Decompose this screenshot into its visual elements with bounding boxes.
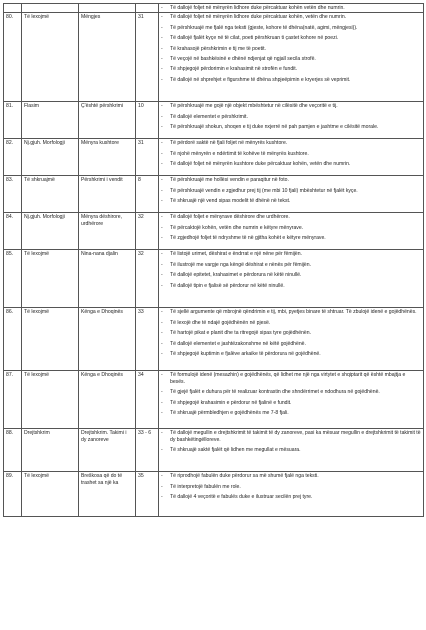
objective-text: Të përshkruajë shokun, shoqen e tij duke nxjerrë në pah pamjen e jashtme e cilësitë morale. bbox=[170, 124, 379, 131]
objective-text: Të dallojë foljet e mënyrave dëshirore dhe urdhërore. bbox=[170, 214, 290, 221]
bullet-dash: - bbox=[161, 214, 163, 221]
cell-number: 83. bbox=[4, 176, 22, 213]
cell-page: 31 bbox=[136, 139, 159, 176]
bullet-dash: - bbox=[161, 224, 163, 231]
plan-table bbox=[3, 3, 424, 517]
bullet-dash: - bbox=[161, 177, 163, 184]
objective-line bbox=[161, 124, 421, 130]
cell-topic: Përshkrimi i vendit bbox=[79, 176, 136, 213]
cell-number: 88. bbox=[4, 429, 22, 472]
cell-area: Nj.gjuh. Morfologji bbox=[22, 213, 79, 250]
objective-line bbox=[161, 447, 421, 453]
cell-area bbox=[22, 4, 79, 13]
objective-line bbox=[161, 103, 421, 109]
cell-area: Të lexojmë bbox=[22, 472, 79, 517]
objective-line bbox=[161, 330, 421, 336]
table-row-continuation bbox=[4, 4, 424, 13]
objective-text: Të përshkruajë me hollësi vendin e paraqitur në foto. bbox=[170, 177, 289, 184]
bullet-dash: - bbox=[161, 372, 163, 379]
cell-area: Të lexojmë bbox=[22, 13, 79, 102]
objective-text: Të gjejë fjalët e duhura për të realizuar kontrastin dhe shndërrimet e ndodhura në gojëdhënë. bbox=[170, 389, 380, 396]
bullet-dash: - bbox=[161, 235, 163, 242]
bullet-dash: - bbox=[161, 430, 163, 437]
bullet-dash: - bbox=[161, 389, 163, 396]
objective-line bbox=[161, 272, 421, 278]
objective-text: Të listojë urimet, dëshirat e ëndrrat e një nëne për fëmijën. bbox=[170, 251, 302, 258]
objective-text: Të shpjegojë krahasimin e përdorur në fjalinë e fundit. bbox=[170, 399, 292, 406]
cell-page: 35 bbox=[136, 472, 159, 517]
objective-text: Të përcaktojë kohën, vetën dhe numrin e këtyre mënyrave. bbox=[170, 224, 304, 231]
objective-text: Të dallojë tipin e fjalisë së përdorur në këtë ninullë. bbox=[170, 282, 285, 289]
table-row bbox=[4, 429, 424, 472]
bullet-dash: - bbox=[161, 330, 163, 337]
objective-line bbox=[161, 151, 421, 157]
cell-topic: Breškosa që do të trashet sa një ka bbox=[79, 472, 136, 517]
bullet-dash: - bbox=[161, 66, 163, 73]
cell-topic: Ç'është përshkrimi bbox=[79, 102, 136, 139]
objective-line bbox=[161, 484, 421, 490]
cell-number: 82. bbox=[4, 139, 22, 176]
bullet-dash: - bbox=[161, 272, 163, 279]
objective-text: Të shpjegojë përdorimin e krahasimit në strofën e fundit. bbox=[170, 66, 298, 73]
cell-objectives bbox=[159, 102, 424, 139]
objective-text: Të shkruajë përmbledhjen e gojëdhënës me 7-8 fjali. bbox=[170, 410, 289, 417]
objective-line bbox=[161, 283, 421, 289]
objective-text: Të përdorë saktë në fjali foljet në mënyrës kushtore. bbox=[170, 140, 288, 147]
objective-text: Të veçojë në bashkësinë e dhënë ndjenjat që ngjall secila strofë. bbox=[170, 56, 316, 63]
objective-text: Të dallojë 4 veçoritë e fabulës duke e ilustruar secilën prej tyre. bbox=[170, 494, 313, 501]
bullet-dash: - bbox=[161, 150, 163, 157]
objective-line bbox=[161, 177, 421, 183]
cell-topic: Kënga e Dhoqinës bbox=[79, 308, 136, 371]
cell-page: 32 bbox=[136, 250, 159, 308]
objective-line bbox=[161, 309, 421, 315]
cell-area: Të lexojmë bbox=[22, 308, 79, 371]
objective-text: Të lexojë dhe të ndajë gojëdhënën në pjesë. bbox=[170, 319, 271, 326]
objective-line bbox=[161, 251, 421, 257]
table-row bbox=[4, 213, 424, 250]
objective-line bbox=[161, 188, 421, 194]
bullet-dash: - bbox=[161, 447, 163, 454]
cell-objectives bbox=[159, 4, 424, 13]
cell-topic bbox=[79, 4, 136, 13]
objective-line bbox=[161, 372, 421, 385]
bullet-dash: - bbox=[161, 103, 163, 110]
objective-text: Të shpjegojë kuptimin e fjalëve arkaike të përdorura në gojëdhënë. bbox=[170, 351, 321, 358]
bullet-dash: - bbox=[161, 319, 163, 326]
bullet-dash: - bbox=[161, 261, 163, 268]
cell-objectives bbox=[159, 371, 424, 429]
objective-line bbox=[161, 140, 421, 146]
bullet-dash: - bbox=[161, 198, 163, 205]
objective-line bbox=[161, 14, 421, 20]
objective-line bbox=[161, 389, 421, 395]
table-row bbox=[4, 102, 424, 139]
objective-text: Të hartojë pikat e planit dhe ta ritregojë sipas tyre gojëdhënën. bbox=[170, 330, 312, 337]
bullet-dash: - bbox=[161, 410, 163, 417]
objective-text: Të sjellë argumente që mbrojnë qëndrimin e tij, mbi, pyetjes binare të shtruar. Të zbulojë idenë e gojëdhënës. bbox=[170, 309, 417, 316]
cell-area: Drejtshkrim bbox=[22, 429, 79, 472]
cell-page: 34 bbox=[136, 371, 159, 429]
cell-topic: Drejtshkrim. Takimi i dy zanoreve bbox=[79, 429, 136, 472]
objective-text: Të shkruajë saktë fjalët që lidhen me megullat e mësuara. bbox=[170, 447, 301, 454]
bullet-dash: - bbox=[161, 309, 163, 316]
objective-text: Të dallojë megullin e drejtshkrimit të takimit të dy zanoreve, pasi ka mësuar megullin e drejtshkrimit të takimit të dy bashkëtingëlloreve. bbox=[170, 430, 421, 443]
objective-line bbox=[161, 225, 421, 231]
cell-number: 89. bbox=[4, 472, 22, 517]
cell-objectives bbox=[159, 250, 424, 308]
bullet-dash: - bbox=[161, 14, 163, 21]
bullet-dash: - bbox=[161, 140, 163, 147]
cell-page: 31 bbox=[136, 13, 159, 102]
objective-line bbox=[161, 114, 421, 120]
objective-text: Të shkruajë një vend sipas modelit të dhënë në tekst. bbox=[170, 198, 291, 205]
objective-line bbox=[161, 430, 421, 443]
objective-line bbox=[161, 56, 421, 62]
objective-line bbox=[161, 320, 421, 326]
lesson-plan-table bbox=[3, 3, 423, 517]
bullet-dash: - bbox=[161, 282, 163, 289]
objective-text: Të zgjedhojë foljet të ndryshme të në gjitha kohët e këtyre mënyrave. bbox=[170, 235, 326, 242]
cell-area: Të lexojmë bbox=[22, 250, 79, 308]
table-row bbox=[4, 472, 424, 517]
cell-objectives bbox=[159, 429, 424, 472]
bullet-dash: - bbox=[161, 251, 163, 258]
objective-text: Të ilustrojë me vargje nga këngë dëshirat e nënës për fëmijën. bbox=[170, 261, 312, 268]
bullet-dash: - bbox=[161, 351, 163, 358]
objective-line bbox=[161, 351, 421, 357]
objective-line bbox=[161, 77, 421, 83]
objective-text: Të formulojë idenë (mesazhin) e gojëdhënës, që lidhet me një nga virtytet e shqiptarit që është mbajtja e besës. bbox=[170, 372, 406, 385]
objective-text: Të interpretojë fabulën me role. bbox=[170, 483, 241, 490]
objective-text: Të dallojë elementet e jashtëzakonshme në këtë gojëdhënë. bbox=[170, 340, 306, 347]
cell-page: 10 bbox=[136, 102, 159, 139]
cell-number: 80. bbox=[4, 13, 22, 102]
objective-line bbox=[161, 494, 421, 500]
bullet-dash: - bbox=[161, 76, 163, 83]
cell-area: Flasim bbox=[22, 102, 79, 139]
bullet-dash: - bbox=[161, 35, 163, 42]
cell-objectives bbox=[159, 308, 424, 371]
cell-objectives bbox=[159, 139, 424, 176]
bullet-dash: - bbox=[161, 494, 163, 501]
bullet-dash: - bbox=[161, 45, 163, 52]
cell-topic: Nina-nana djalin bbox=[79, 250, 136, 308]
objective-text: Të dallojë fjalët kyçe në të cilat, poeti përshkruan ti çastet kohore në poezi. bbox=[170, 35, 339, 42]
objective-line bbox=[161, 66, 421, 72]
bullet-dash: - bbox=[161, 473, 163, 480]
cell-page: 33 - 6 bbox=[136, 429, 159, 472]
cell-page: 32 bbox=[136, 213, 159, 250]
bullet-dash: - bbox=[161, 24, 163, 31]
objective-text: Të riprodhojë fabulën duke përdorur sa më shumë fjalë nga teksti. bbox=[170, 473, 319, 480]
bullet-dash: - bbox=[161, 56, 163, 63]
cell-topic: Mëngjes bbox=[79, 13, 136, 102]
objective-text: Të dallojë në shprehjet e figurshme të dhëna shpjeëpimin e kryerjes së veprimit. bbox=[170, 76, 351, 83]
bullet-dash: - bbox=[161, 483, 163, 490]
cell-area: Të shkruajmë bbox=[22, 176, 79, 213]
objective-line bbox=[161, 198, 421, 204]
cell-objectives bbox=[159, 13, 424, 102]
table-row bbox=[4, 250, 424, 308]
objective-line bbox=[161, 473, 421, 479]
table-row bbox=[4, 308, 424, 371]
cell-page: 8 bbox=[136, 176, 159, 213]
cell-page bbox=[136, 4, 159, 13]
cell-topic: Mënyra dëshirore, urdhërore bbox=[79, 213, 136, 250]
objective-text: Të njohë mënyrën e ndërtimit të kohëve të mënyrës kushtore. bbox=[170, 150, 309, 157]
objective-text: Të përshkruajë me gojë një objekt mbështetur në cilësitë dhe veçoritë e tij. bbox=[170, 103, 338, 110]
objective-text: Të përshkruajë me fjalë nga teksti (gjeste, kohore të dhëna(natë, agimi, mëngjesi)). bbox=[170, 24, 358, 31]
bullet-dash: - bbox=[161, 113, 163, 120]
objective-line bbox=[161, 410, 421, 416]
table-row bbox=[4, 139, 424, 176]
objective-line bbox=[161, 262, 421, 268]
cell-topic: Kënga e Dhoqinës bbox=[79, 371, 136, 429]
bullet-dash: - bbox=[161, 124, 163, 131]
objective-text: Të dallojë foljet në mënyrën lidhore duke përcaktuar kohën vetën dhe numrin. bbox=[170, 5, 345, 11]
table-row bbox=[4, 176, 424, 213]
objective-line bbox=[161, 235, 421, 241]
objective-text: Të dallojë foljet në mënyrën kushtore duke përcaktuar kohën, vetën dhe numrin. bbox=[170, 161, 351, 168]
cell-number bbox=[4, 4, 22, 13]
cell-area: Nj.gjuh. Morfologji bbox=[22, 139, 79, 176]
objective-text: Të dallojë epitetet, krahasimet e përdorura në këtë ninullë. bbox=[170, 272, 302, 279]
objective-text: Të dallojë elementet e përshkrimit. bbox=[170, 113, 248, 120]
objective-text: Të krahasojë përshkrimin e tij me të poetit. bbox=[170, 45, 266, 52]
cell-topic: Mënyra kushtore bbox=[79, 139, 136, 176]
table-row bbox=[4, 371, 424, 429]
objective-line bbox=[161, 25, 421, 31]
objective-line bbox=[161, 161, 421, 167]
objective-line bbox=[161, 46, 421, 52]
cell-number: 86. bbox=[4, 308, 22, 371]
cell-page: 33 bbox=[136, 308, 159, 371]
objective-text: Të dallojë foljet në mënyrën lidhore duke përcaktuar kohën, vetën dhe numrin. bbox=[170, 14, 347, 21]
cell-number: 84. bbox=[4, 213, 22, 250]
cell-number: 81. bbox=[4, 102, 22, 139]
table-row bbox=[4, 13, 424, 102]
cell-objectives bbox=[159, 472, 424, 517]
cell-objectives bbox=[159, 176, 424, 213]
cell-number: 87. bbox=[4, 371, 22, 429]
objective-text: Të përshkruajë vendin e zgjedhur prej tij (me mbi 10 fjali) mbështetur në fjalët kyçe. bbox=[170, 187, 358, 194]
objective-line bbox=[161, 214, 421, 220]
bullet-dash: - bbox=[161, 399, 163, 406]
bullet-dash: - bbox=[161, 187, 163, 194]
objective-line bbox=[161, 400, 421, 406]
objective-line bbox=[161, 35, 421, 41]
cell-objectives bbox=[159, 213, 424, 250]
objective-line bbox=[161, 341, 421, 347]
objective-line: - Të dallojë foljet në mënyrën lidhore duke përcaktuar kohën vetën dhe numrin. bbox=[161, 5, 345, 11]
cell-number: 85. bbox=[4, 250, 22, 308]
bullet-dash: - bbox=[161, 340, 163, 347]
bullet-dash: - bbox=[161, 161, 163, 168]
cell-area: Të lexojmë bbox=[22, 371, 79, 429]
